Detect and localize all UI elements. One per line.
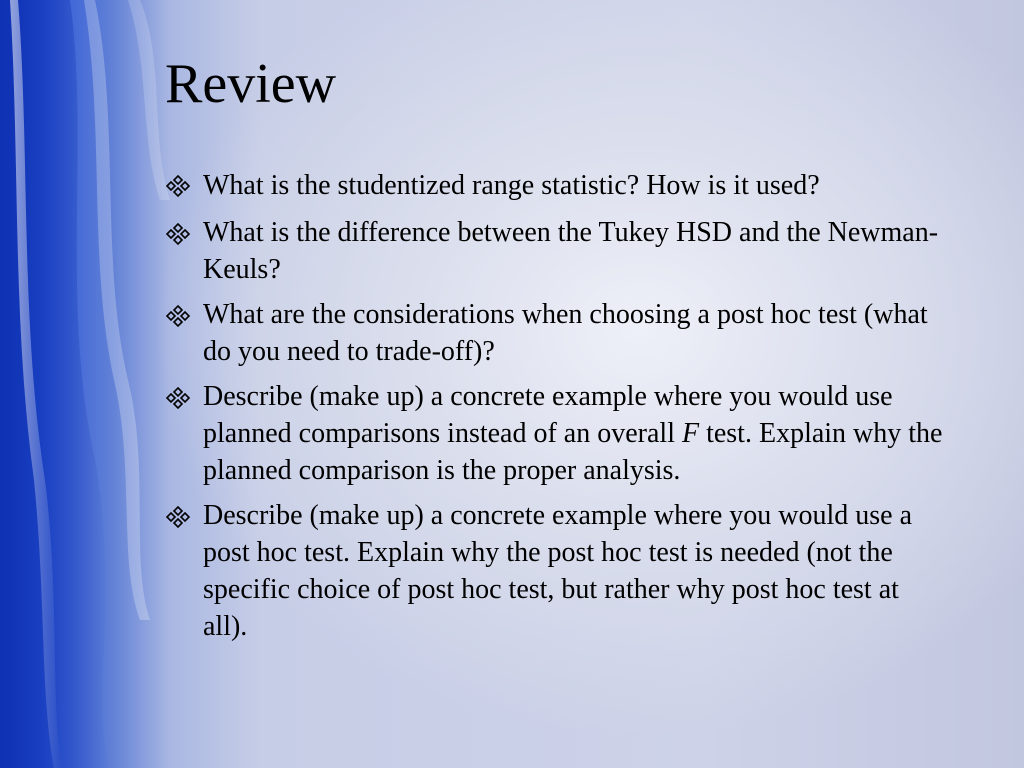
bullet-text: Describe (make up) a concrete example where you would use planned comparisons instead of an overall: [203, 381, 893, 449]
list-item: [165, 378, 945, 489]
list-item: [165, 166, 945, 206]
bullet-text: Describe (make up) a concrete example where you would use a post hoc test. Explain why the post hoc test is needed (not the specific choice of post hoc test, but rather why post hoc test at all).: [203, 500, 913, 642]
bullet-list: [165, 166, 945, 653]
list-item: [165, 296, 945, 370]
slide-title: Review: [165, 53, 337, 115]
bullet-text-italic: F: [681, 418, 700, 449]
list-item: [165, 497, 945, 645]
four-diamond-bullet-icon: [165, 506, 191, 528]
four-diamond-bullet-icon: [165, 175, 191, 197]
bullet-text: What are the considerations when choosing a post hoc test (what do you need to trade-off)?: [203, 299, 928, 367]
four-diamond-bullet-icon: [165, 305, 191, 327]
bullet-text: What is the studentized range statistic? How is it used?: [203, 170, 820, 201]
bullet-text: test. Explain why the planned comparison is the proper analysis.: [203, 418, 943, 486]
bullet-text: What is the difference between the Tukey HSD and the Newman-Keuls?: [203, 217, 939, 285]
four-diamond-bullet-icon: [165, 387, 191, 409]
list-item: [165, 214, 945, 288]
four-diamond-bullet-icon: [165, 223, 191, 245]
